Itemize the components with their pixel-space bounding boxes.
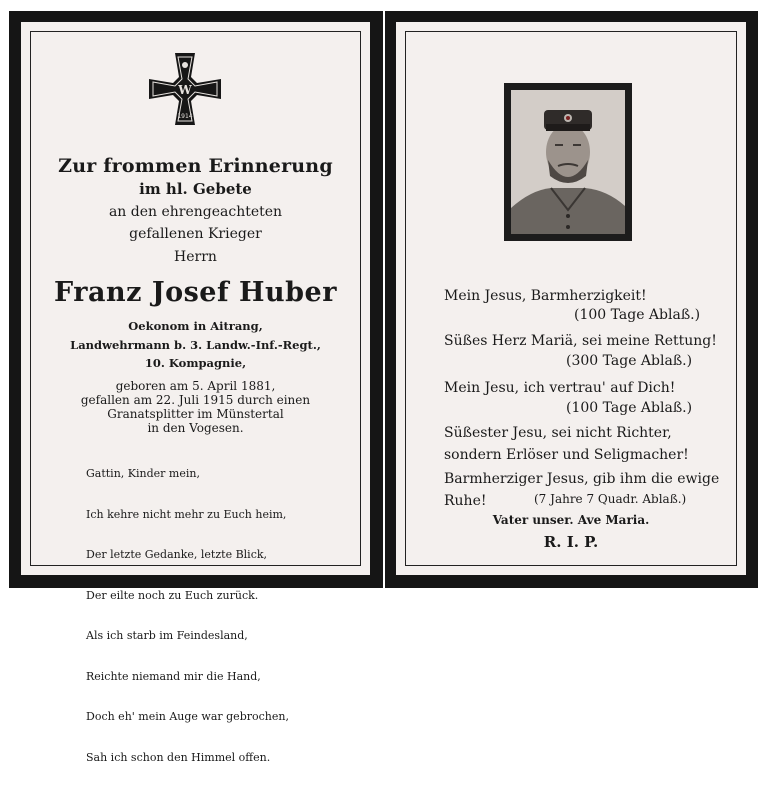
- occupation: Oekonom in Aitrang,: [128, 319, 263, 333]
- poem-line: Ich kehre nicht mehr zu Euch heim,: [86, 507, 287, 521]
- indulgence-3: (100 Tage Ablaß.): [566, 400, 693, 416]
- left-panel: [21, 22, 370, 764]
- indulgence-5: (7 Jahre 7 Quadr. Ablaß.): [534, 492, 687, 506]
- closing-prayers: Vater unser. Ave Maria.: [492, 513, 650, 527]
- indulgence-1: (100 Tage Ablaß.): [574, 307, 701, 323]
- poem: [86, 440, 289, 791]
- birth-date: geboren am 5. April 1881,: [115, 379, 276, 393]
- rip: R. I. P.: [543, 533, 599, 551]
- cross-year: 1914: [177, 113, 193, 120]
- prayer-5-line-2: Ruhe!: [444, 493, 487, 509]
- cross-letter: W: [178, 83, 192, 97]
- title: Zur frommen Erinnerung: [58, 155, 333, 177]
- indulgence-2: (300 Tage Ablaß.): [566, 353, 693, 369]
- soldier-portrait: [511, 90, 625, 234]
- prayer-4-line-2: sondern Erlöser und Seligmacher!: [444, 447, 689, 463]
- poem-line: Der eilte noch zu Euch zurück.: [86, 588, 259, 602]
- deceased-name: Franz Josef Huber: [54, 277, 337, 308]
- memorial-card-left: [9, 11, 383, 764]
- intro-line-1: an den ehrengeachteten: [108, 204, 283, 220]
- soldier-portrait-drawing: [511, 90, 625, 234]
- company: 10. Kompagnie,: [144, 356, 247, 370]
- prayer-1: Mein Jesus, Barmherzigkeit!: [444, 288, 647, 304]
- death-line-1: gefallen am 22. Juli 1915 durch einen: [80, 393, 311, 407]
- prayer-4-line-1: Süßester Jesu, sei nicht Richter,: [444, 425, 672, 441]
- poem-line: Gattin, Kinder mein,: [86, 467, 200, 480]
- subtitle: im hl. Gebete: [139, 180, 252, 198]
- poem-line: Doch eh' mein Auge war gebrochen,: [86, 710, 289, 723]
- poem-line: Als ich starb im Feindesland,: [86, 629, 248, 642]
- death-line-2: Granatsplitter im Münstertal: [107, 407, 284, 421]
- intro-line-3: Herrn: [174, 249, 217, 265]
- poem-line: Reichte niemand mir die Hand,: [86, 669, 261, 683]
- intro-line-2: gefallenen Krieger: [129, 226, 262, 242]
- prayer-5-line-1: Barmherziger Jesus, gib ihm die ewige: [444, 471, 720, 487]
- iron-cross-icon: [147, 51, 223, 127]
- poem-line: Der letzte Gedanke, letzte Blick,: [86, 548, 268, 561]
- prayer-3: Mein Jesu, ich vertrau' auf Dich!: [444, 380, 676, 396]
- prayer-2: Süßes Herz Mariä, sei meine Rettung!: [444, 333, 717, 349]
- death-line-3: in den Vogesen.: [147, 421, 244, 435]
- military-rank: Landwehrmann b. 3. Landw.-Inf.-Regt.,: [70, 338, 321, 352]
- portrait-frame: [504, 83, 632, 241]
- right-panel: [396, 22, 746, 575]
- poem-line: Sah ich schon den Himmel offen.: [86, 750, 271, 764]
- memorial-card-right: [385, 11, 758, 588]
